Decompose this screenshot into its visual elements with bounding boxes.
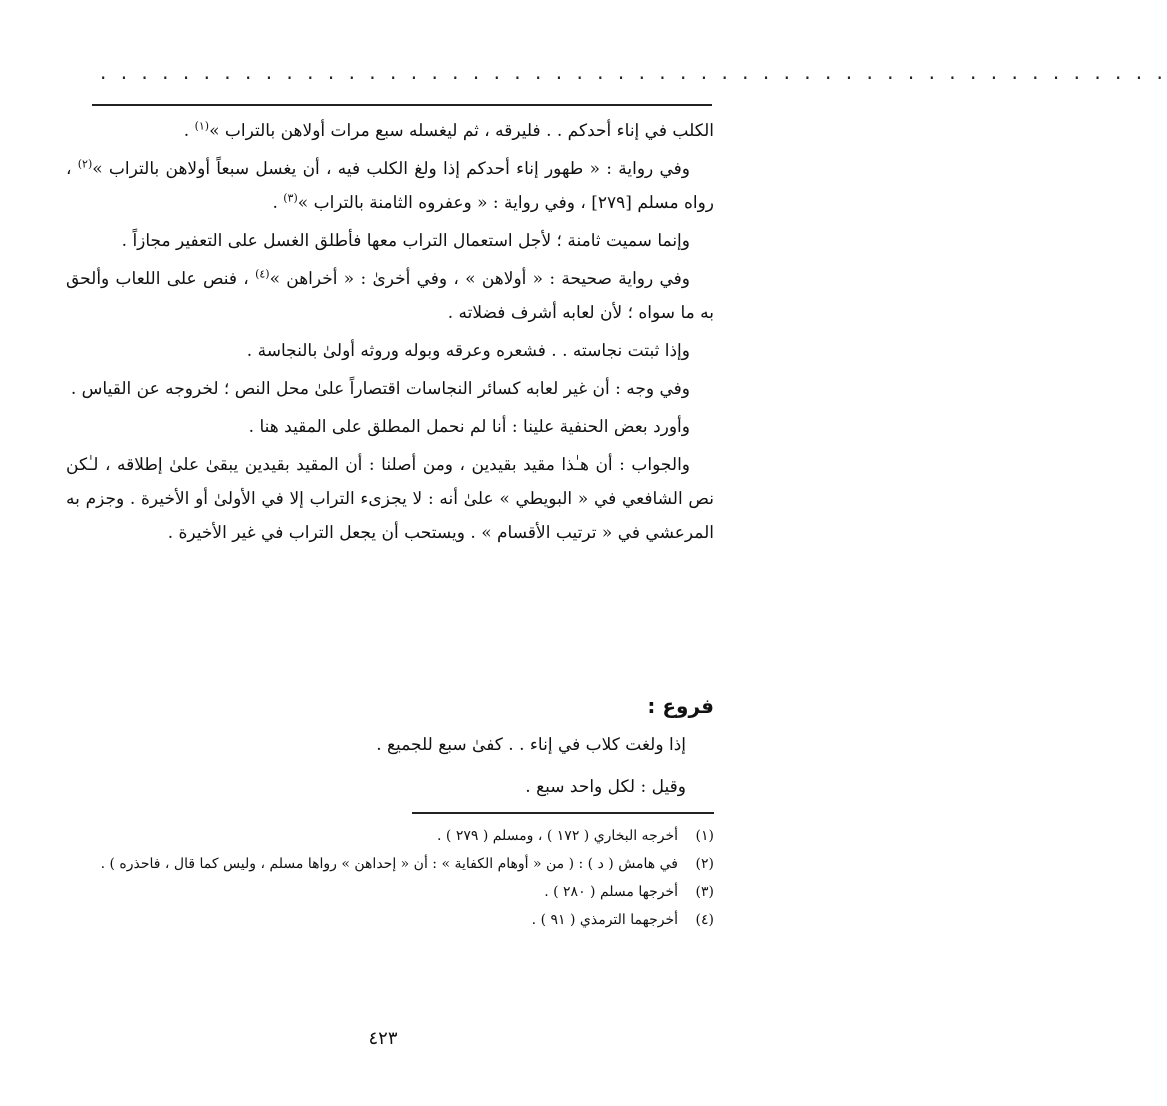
footnote-rule (412, 812, 714, 814)
paragraph: وإنما سميت ثامنة ؛ لأجل استعمال التراب معها فأطلق الغسل على التعفير مجازاً . (121, 231, 690, 251)
footnote-item (70, 822, 714, 850)
section-body (66, 724, 714, 808)
section-line: إذا ولغت كلاب في إناء . . كفىٰ سبع للجميع . (376, 735, 686, 755)
header-dotted-line: . . . . . . . . . . . . . . . . . . . . . . . . . . . . . . . . . . . . . . . . . . . . . . . . . . . . (100, 60, 1167, 84)
footnote-number: (٤) (695, 912, 714, 928)
section-line: وقيل : لكل واحد سبع . (525, 777, 686, 797)
footnote-text: في هامش ( د ) : ( من « أوهام الكفاية » : أن « إحداهن » رواها مسلم ، وليس كما قال ، فاحذره ) . (100, 856, 678, 872)
footnotes (70, 822, 714, 934)
section-heading: فروع : (647, 694, 714, 718)
paragraph: وإذا ثبتت نجاسته . . فشعره وعرقه وبوله وروثه أولىٰ بالنجاسة . (246, 341, 690, 361)
footnote-ref[interactable]: (٢) (77, 157, 93, 171)
footnote-ref[interactable]: (٣) (283, 191, 298, 205)
footnote-text: أخرجها مسلم ( ٢٨٠ ) . (544, 884, 678, 900)
paragraph: وفي رواية : « طهور إناء أحدكم إذا ولغ الكلب فيه ، أن يغسل سبعاً أولاهن بالتراب »$^{(٢)}$ ، رواه مسلم [٢٧٩] ، وفي رواية : « وعفروه الثامنة بالتراب »$^{(٣)}$ . (66, 157, 714, 213)
footnote-text: أخرجه البخاري ( ١٧٢ ) ، ومسلم ( ٢٧٩ ) . (437, 828, 678, 844)
footnote-item (70, 878, 714, 906)
footnote-item (70, 850, 714, 878)
footnote-number: (٢) (695, 856, 714, 872)
page-number: ٤٢٣ (368, 1028, 398, 1049)
footnote-ref[interactable]: (١) (194, 119, 210, 133)
paragraph: وفي رواية صحيحة : « أولاهن » ، وفي أخرىٰ : « أخراهن »$^{(٤)}$ ، فنص على اللعاب وألحق به ما سواه ؛ لأن لعابه أشرف فضلاته . (66, 267, 714, 323)
footnote-number: (٣) (695, 884, 714, 900)
header-rule (92, 104, 712, 106)
paragraph: وأورد بعض الحنفية علينا : أنا لم نحمل المطلق على المقيد هنا . (248, 417, 690, 437)
main-text (66, 114, 714, 554)
footnote-item (70, 906, 714, 934)
paragraph: وفي وجه : أن غير لعابه كسائر النجاسات اقتصاراً علىٰ محل النص ؛ لخروجه عن القياس . (70, 379, 690, 399)
footnote-ref[interactable]: (٤) (255, 267, 270, 281)
paragraph: والجواب : أن هـٰذا مقيد بقيدين ، ومن أصلنا : أن المقيد بقيدين يبقىٰ علىٰ إطلاقه ، لـٰكن نص الشافعي في « البويطي » علىٰ أنه : لا يجزىء التراب إلا في الأولىٰ أو الأخيرة . وجزم به المرعشي في « ترتيب الأقسام » . ويستحب أن يجعل التراب في غير الأخيرة . (66, 455, 714, 543)
footnote-number: (١) (695, 828, 714, 844)
footnote-text: أخرجهما الترمذي ( ٩١ ) . (531, 912, 678, 928)
paragraph: الكلب في إناء أحدكم . . فليرقه ، ثم ليغسله سبع مرات أولاهن بالتراب »$^{(١)}$ . (183, 119, 714, 141)
